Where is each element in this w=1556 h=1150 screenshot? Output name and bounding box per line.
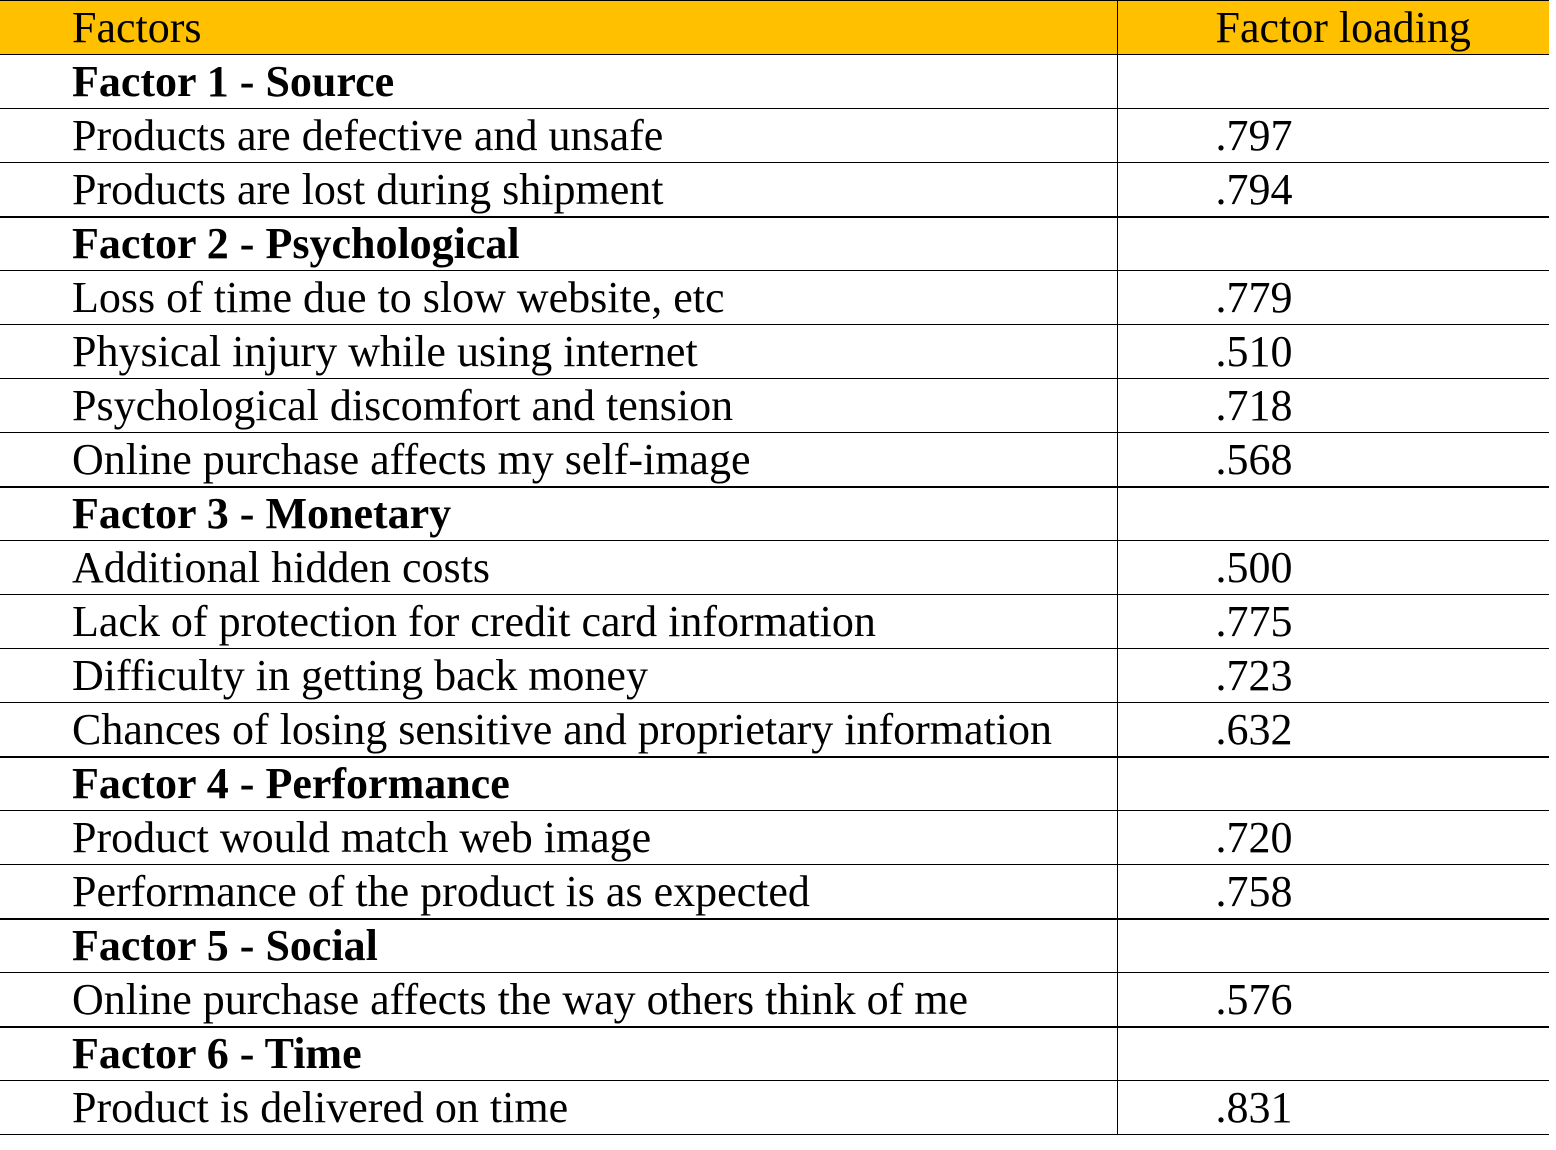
table-header-row xyxy=(0,1,1549,55)
table-row xyxy=(0,271,1549,325)
table-row xyxy=(0,325,1549,379)
factor-group-row xyxy=(0,217,1549,271)
table-row xyxy=(0,973,1549,1027)
item-label: Psychological discomfort and tension xyxy=(0,379,1117,433)
header-factors: Factors xyxy=(0,1,1117,55)
item-loading: .794 xyxy=(1117,163,1549,217)
table-row xyxy=(0,595,1549,649)
item-loading: .576 xyxy=(1117,973,1549,1027)
factor-group-title: Factor 6 - Time xyxy=(0,1027,1117,1081)
item-loading: .720 xyxy=(1117,811,1549,865)
factor-group-row xyxy=(0,757,1549,811)
table-row xyxy=(0,811,1549,865)
item-label: Difficulty in getting back money xyxy=(0,649,1117,703)
table-row xyxy=(0,1081,1549,1135)
item-loading: .718 xyxy=(1117,379,1549,433)
item-loading: .500 xyxy=(1117,541,1549,595)
item-label: Chances of losing sensitive and proprietary information xyxy=(0,703,1117,757)
item-label: Loss of time due to slow website, etc xyxy=(0,271,1117,325)
table-row xyxy=(0,433,1549,487)
item-label: Physical injury while using internet xyxy=(0,325,1117,379)
item-loading: .723 xyxy=(1117,649,1549,703)
table-row xyxy=(0,109,1549,163)
item-loading: .797 xyxy=(1117,109,1549,163)
item-label: Product is delivered on time xyxy=(0,1081,1117,1135)
item-loading: .510 xyxy=(1117,325,1549,379)
table-body xyxy=(0,55,1549,1135)
item-label: Online purchase affects the way others think of me xyxy=(0,973,1117,1027)
factor-group-title: Factor 2 - Psychological xyxy=(0,217,1117,271)
factor-group-title: Factor 1 - Source xyxy=(0,55,1117,109)
header-factor-loading: Factor loading xyxy=(1117,1,1549,55)
item-loading: .831 xyxy=(1117,1081,1549,1135)
factor-group-row xyxy=(0,55,1549,109)
table-row xyxy=(0,703,1549,757)
factor-group-empty-cell xyxy=(1117,55,1549,109)
factor-group-row xyxy=(0,919,1549,973)
item-label: Online purchase affects my self-image xyxy=(0,433,1117,487)
item-loading: .775 xyxy=(1117,595,1549,649)
item-loading: .758 xyxy=(1117,865,1549,919)
item-label: Performance of the product is as expected xyxy=(0,865,1117,919)
factor-group-title: Factor 3 - Monetary xyxy=(0,487,1117,541)
item-label: Products are defective and unsafe xyxy=(0,109,1117,163)
table-row xyxy=(0,865,1549,919)
item-label: Additional hidden costs xyxy=(0,541,1117,595)
item-label: Lack of protection for credit card information xyxy=(0,595,1117,649)
factor-group-empty-cell xyxy=(1117,487,1549,541)
factor-group-empty-cell xyxy=(1117,217,1549,271)
item-loading: .568 xyxy=(1117,433,1549,487)
item-label: Product would match web image xyxy=(0,811,1117,865)
table-row xyxy=(0,649,1549,703)
factor-group-row xyxy=(0,1027,1549,1081)
item-loading: .632 xyxy=(1117,703,1549,757)
item-loading: .779 xyxy=(1117,271,1549,325)
factor-group-title: Factor 5 - Social xyxy=(0,919,1117,973)
table-row xyxy=(0,163,1549,217)
factor-group-empty-cell xyxy=(1117,919,1549,973)
table-row xyxy=(0,379,1549,433)
factor-group-empty-cell xyxy=(1117,757,1549,811)
table-row xyxy=(0,541,1549,595)
factor-group-empty-cell xyxy=(1117,1027,1549,1081)
factor-group-row xyxy=(0,487,1549,541)
item-label: Products are lost during shipment xyxy=(0,163,1117,217)
factor-group-title: Factor 4 - Performance xyxy=(0,757,1117,811)
